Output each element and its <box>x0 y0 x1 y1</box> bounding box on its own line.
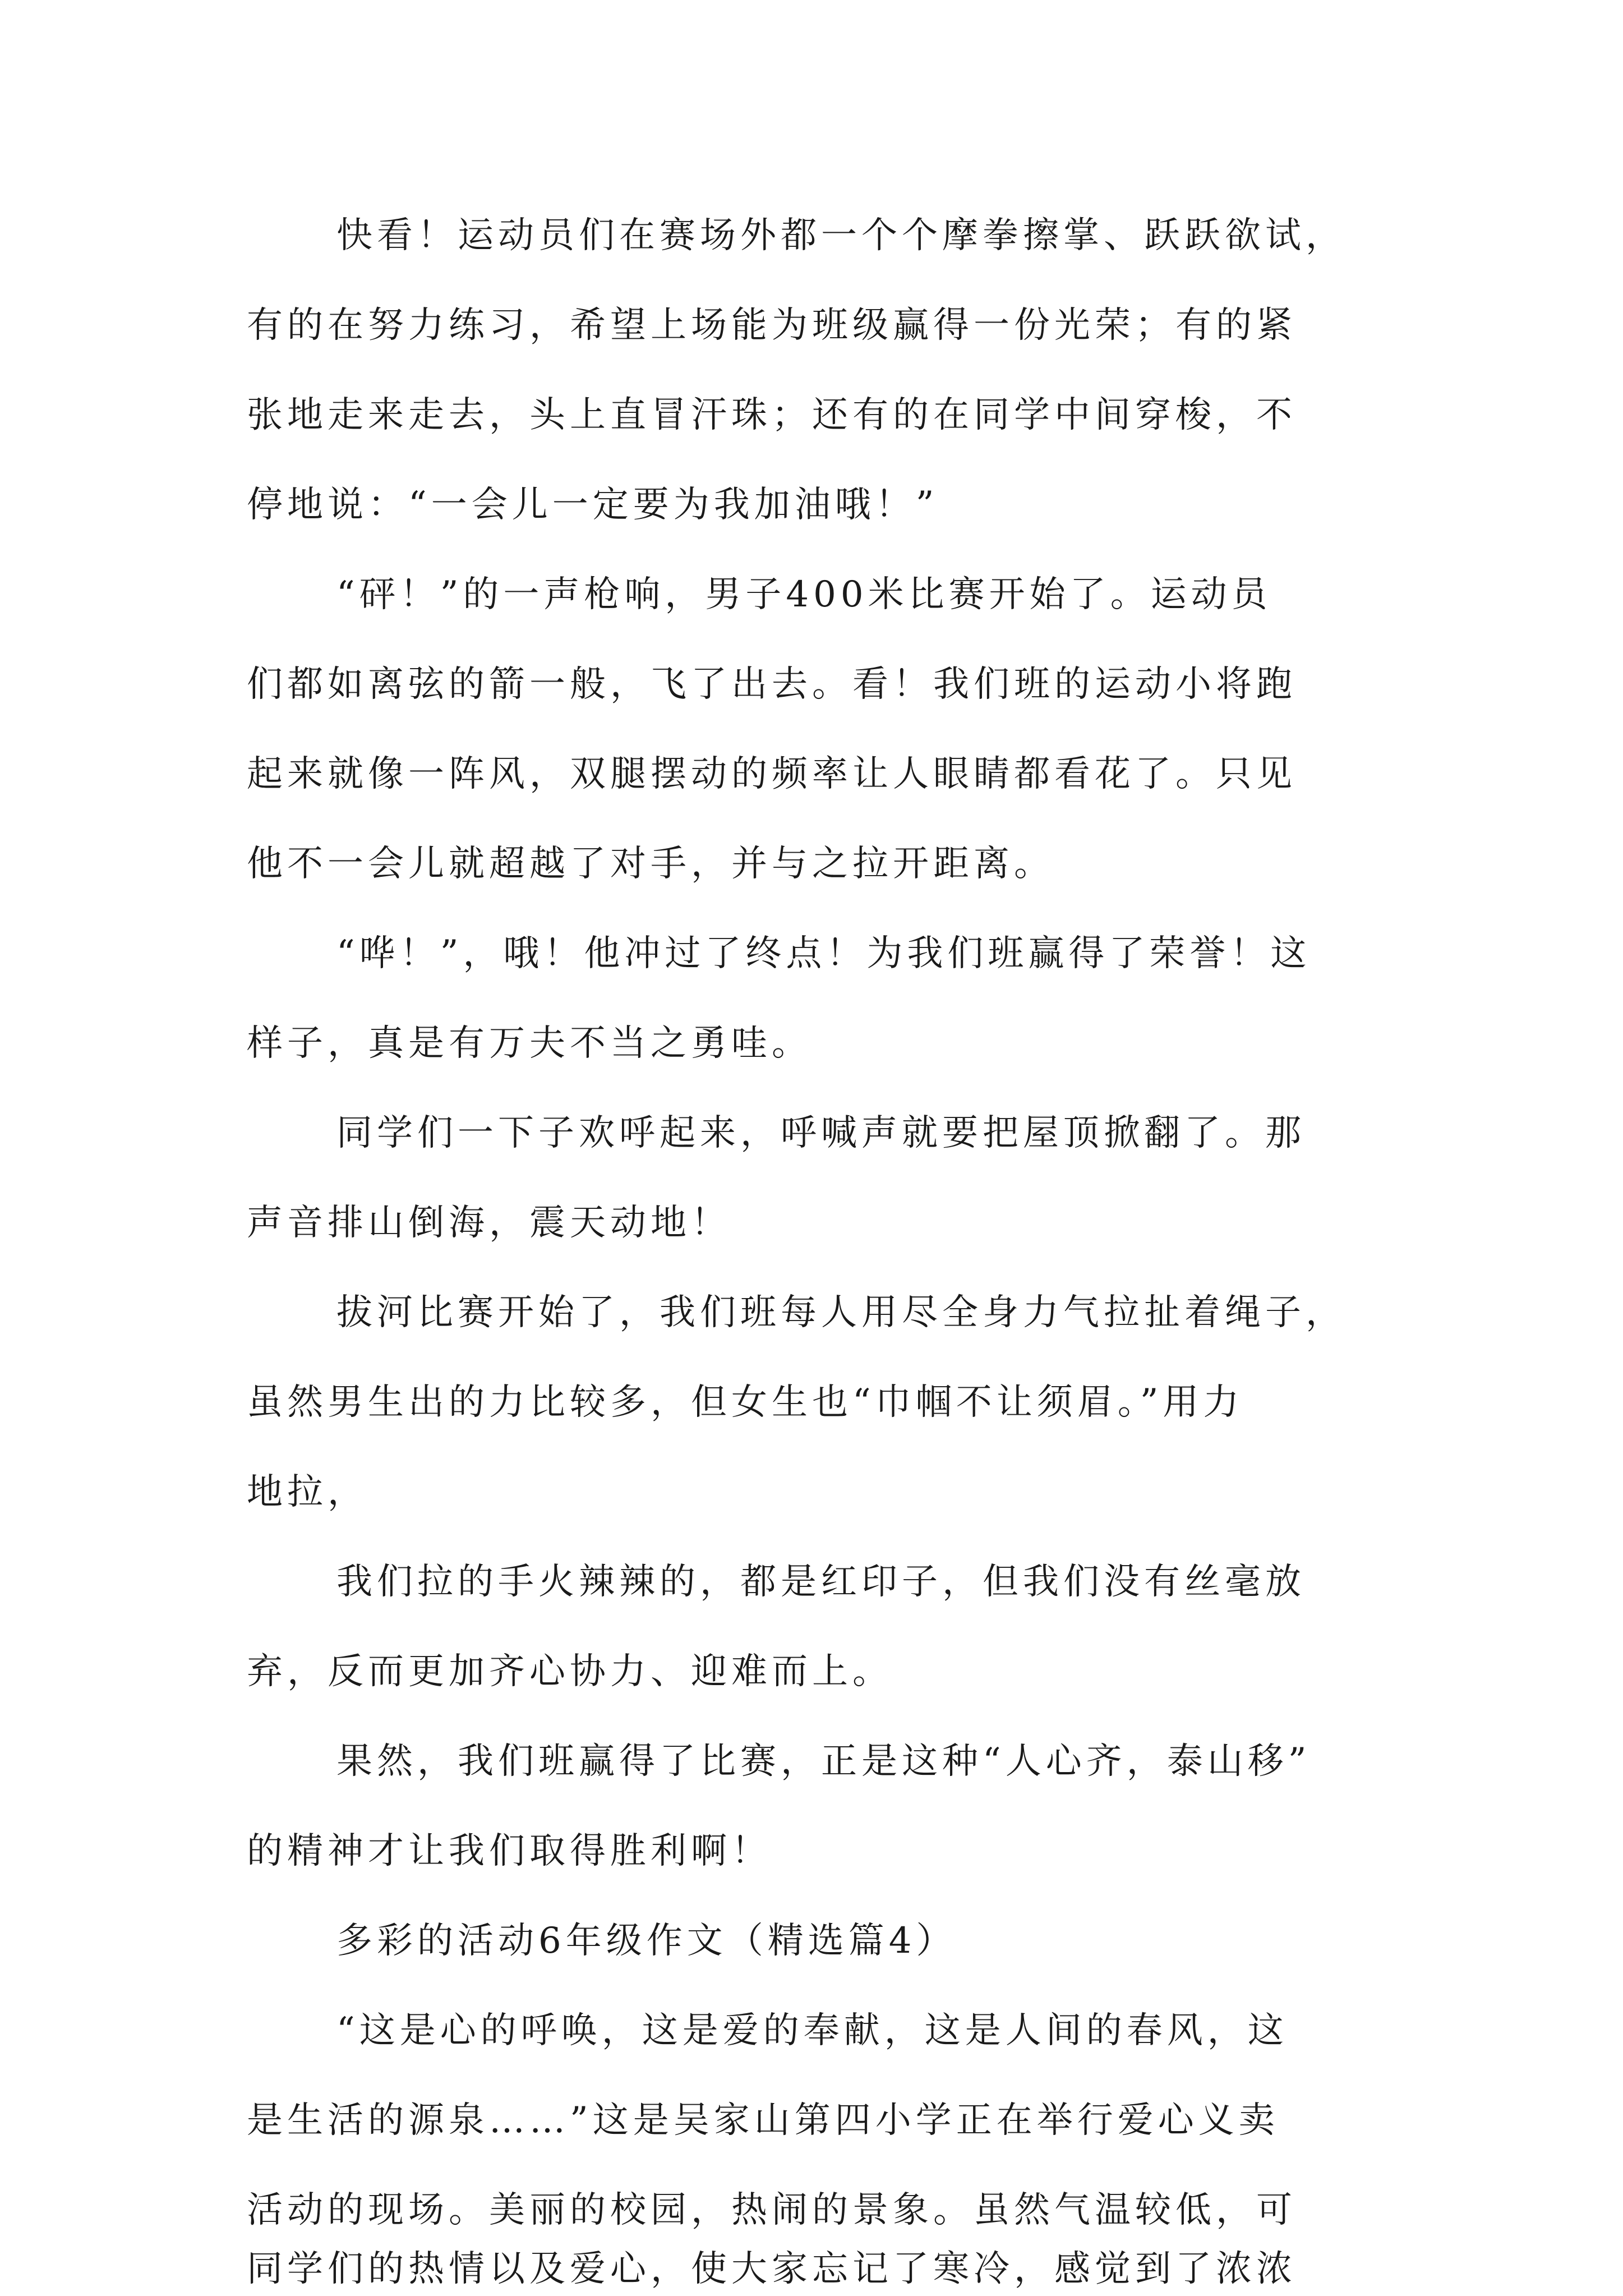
paragraph-line: 同学们一下子欢呼起来，呼喊声就要把屋顶掀翻了。那 <box>336 1112 1306 1154</box>
paragraph-line: 是生活的源泉……”这是吴家山第四小学正在举行爱心义卖 <box>247 2100 1279 2141</box>
paragraph-line: “砰！”的一声枪响，男子400米比赛开始了。运动员 <box>336 574 1272 615</box>
paragraph-line: 地拉， <box>247 1471 368 1513</box>
paragraph-line: 同学们的热情以及爱心，使大家忘记了寒冷，感觉到了浓浓 <box>247 2248 1297 2290</box>
paragraph-line: “这是心的呼唤，这是爱的奉献，这是人间的春风，这 <box>336 2010 1288 2051</box>
paragraph-line: 弃，反而更加齐心协力、迎难而上。 <box>247 1651 893 1692</box>
paragraph-line: 有的在努力练习，希望上场能为班级赢得一份光荣；有的紧 <box>247 305 1297 346</box>
section-heading: 多彩的活动6年级作文（精选篇4） <box>336 1920 957 1962</box>
paragraph-line: 起来就像一阵风，双腿摆动的频率让人眼睛都看花了。只见 <box>247 753 1297 795</box>
paragraph-line: 张地走来走去，头上直冒汗珠；还有的在同学中间穿梭，不 <box>247 394 1297 436</box>
paragraph-line: 他不一会儿就超越了对手，并与之拉开距离。 <box>247 843 1054 885</box>
paragraph-line: 快看！运动员们在赛场外都一个个摩拳擦掌、跃跃欲试， <box>336 215 1346 256</box>
paragraph-line: 们都如离弦的箭一般，飞了出去。看！我们班的运动小将跑 <box>247 664 1297 705</box>
paragraph-line: 样子，真是有万夫不当之勇哇。 <box>247 1023 812 1064</box>
paragraph-line: 拔河比赛开始了，我们班每人用尽全身力气拉扯着绳子， <box>336 1292 1346 1333</box>
paragraph-line: 的精神才让我们取得胜利啊！ <box>247 1830 772 1872</box>
paragraph-line: 虽然男生出的力比较多，但女生也“巾帼不让须眉。”用力 <box>247 1382 1244 1423</box>
paragraph-line: 停地说：“一会儿一定要为我加油哦！” <box>247 484 939 526</box>
paragraph-line: 活动的现场。美丽的校园，热闹的景象。虽然气温较低，可 <box>247 2189 1297 2231</box>
paragraph-line: 声音排山倒海，震天动地！ <box>247 1202 731 1244</box>
paragraph-line: 果然，我们班赢得了比赛，正是这种“人心齐，泰山移” <box>336 1741 1311 1782</box>
paragraph-line: 我们拉的手火辣辣的，都是红印子，但我们没有丝毫放 <box>336 1561 1306 1603</box>
paragraph-line: “哗！”，哦！他冲过了终点！为我们班赢得了荣誉！这 <box>336 933 1311 974</box>
